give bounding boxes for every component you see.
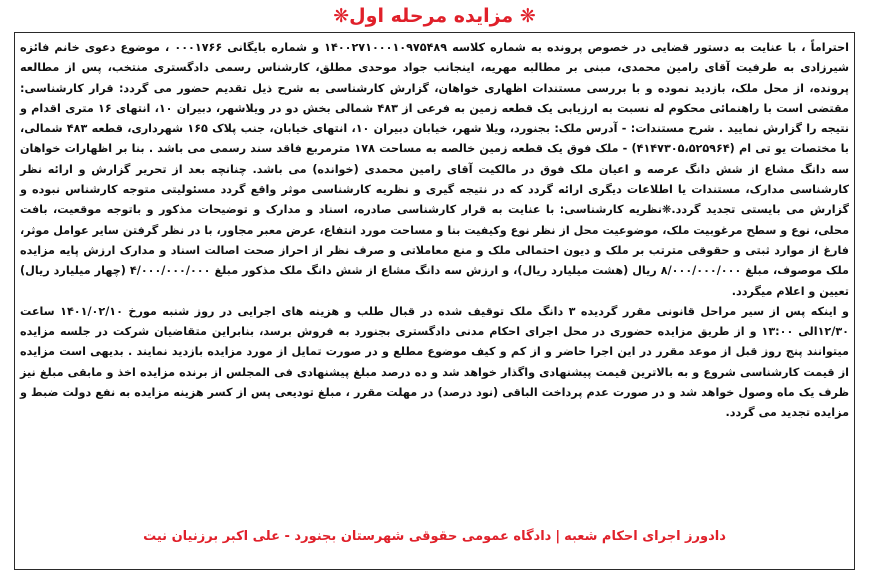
notice-paragraph-expert-report: احتراماً ، با عنایت به دستور قضایی در خصوص پرونده به شماره کلاسه ۱۴۰۰۲۷۱۰۰۰۱۰۹۷۵۴۸۹ و شماره بایگانی ۰۰۰۱۷۶۶ ، موضوع دعوی خانم فائزه شیرزادی به طرفیت آقای رامین محمدی، مبنی بر مطالبه مهریه، اینجانب جواد موحدی مطلق، کارشناس رسمی دادگستری منتخب، پس از مطالعه پرونده، از محل ملک، بازدید نموده و با بررسی مستندات اظهاری خواهان، گزارش کارشناسی به شرح ذیل تقدیم حضور می گردد: قرار کارشناسی: مقتضی است با راهنمائی محکوم له نسبت به ارزیابی یک قطعه زمین به فرعی از ۴۸۳ شمالی بخش دو در ویلاشهر، دبیران ۱۰، انتهای ۱۶ متری اقدام و نتیجه را گزارش نمایید . شرح مستندات: - آدرس ملک: بجنورد، ویلا شهر، خیابان دبیران ۱۰، انتهای خیابان، جنب پلاک ۱۶۵ شهرداری، قطعه ۴۸۳ شمالی، با مختصات یو تی ام (۴۱۴۷۳۰۵،۵۲۵۹۶۴) - ملک فوق یک قطعه زمین خالصه به مساحت ۱۷۸ مترمربع فاقد سند رسمی می باشد . بنا بر اظهارات خواهان سه دانگ مشاع از شش دانگ عرصه و اعیان ملک فوق در مالکیت آقای رامین محمدی (خوانده) می باشد. چنانچه بعد از تحریر گزارش و ارائه نظر کارشناسی مدارک، مستندات یا اطلاعات دیگری ارائه گردد که در نتیجه گیری و نظریه کارشناسی موثر واقع گردد مسئولیتی متوجه کارشناس نبوده و گزارش می بایستی تجدید گردد.❋نظریه کارشناسی: با عنایت به قرار کارشناسی صادره، اسناد و مدارک و توضیحات مذکور و باتوجه موقعیت، بافت محلی، نوع و سطح مرغوبیت ملک، موضوعیت محل از نظر نوع وکیفیت بنا و مساحت مورد انتفاع، عرض معبر مجاور، با در نظر گرفتن سایر عوامل موثر، فارغ از موارد ثبتی و حقوقی مترتب بر ملک و دیون احتمالی ملک و منع معاملاتی و صرف نظر از احراز صحت اصالت اسناد و مدارک ارزش پایه مزایده ملک موصوف، مبلغ ۸/۰۰۰/۰۰۰/۰۰۰ ریال (هشت میلیارد ریال)، و ارزش سه دانگ مشاع از شش دانگ ملک مذکور مبلغ ۴/۰۰۰/۰۰۰/۰۰۰ (چهار میلیارد ریال) تعیین و اعلام میگردد. <box>20 41 850 298</box>
footer-signer: دادورز اجرای احکام شعبه <box>564 529 726 544</box>
notice-paragraph-auction-terms: و اینکه پس از سیر مراحل قانونی مقرر گردیده ۳ دانگ ملک توقیف شده در قبال طلب و هزینه های اجرایی در روز شنبه مورخ ۱۴۰۱/۰۲/۱۰ ساعت ۱۲/۳۰الی ۱۳:۰۰ و از طریق مزایده حضوری در محل اجرای احکام مدنی دادگستری بجنورد به فروش برسد، بنابراین متقاضیان شرکت در جلسه مزایده میتوانند پنج روز قبل از موعد مقرر در این اجرا حاضر و از کم و کیف موضوع مطلع و در صورت تمایل از مورد مزایده بازدید نمایند . بدیهی است مزایده از قیمت کارشناسی شروع و به بالاترین قیمت پیشنهادی واگذار خواهد شد و ده درصد مبلغ پیشنهادی فی المجلس از برنده مزایده اخذ و مابقی مبلغ نیز ظرف یک ماه وصول خواهد شد و در صورت عدم پرداخت الباقی (نود درصد) در مهلت مقرر ، مبلغ تودیعی پس از کسر هزینه مزایده به نفع دولت ضبط و مزایده تجدید می گردد. <box>20 304 849 420</box>
footer-separator: | <box>555 529 561 544</box>
star-icon: ❋ <box>333 5 350 27</box>
notice-title-text: مزایده مرحله اول <box>349 5 514 27</box>
notice-body <box>20 38 849 424</box>
footer-court: دادگاه عمومی حقوقی شهرستان بجنورد - علی اکبر برزنیان نیت <box>143 529 552 544</box>
star-icon: ❋ <box>519 5 536 27</box>
notice-footer <box>20 527 849 547</box>
notice-title <box>0 4 869 28</box>
